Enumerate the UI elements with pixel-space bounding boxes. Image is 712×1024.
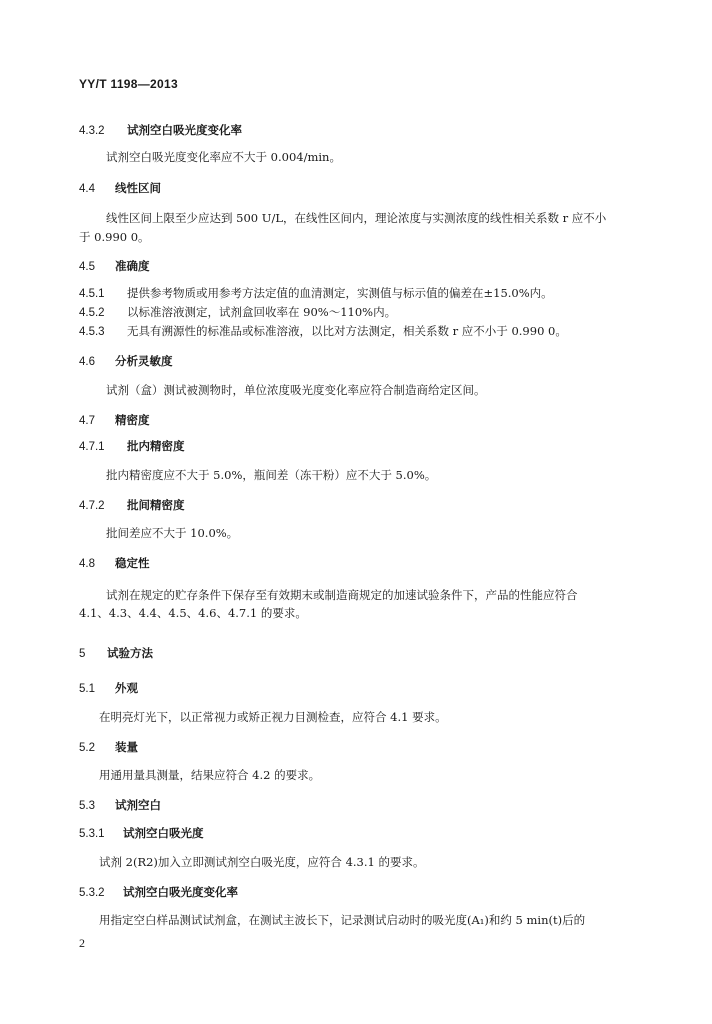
section-heading-4-7-2 bbox=[79, 497, 185, 514]
paragraph-4-4-line-1: 线性区间上限至少应达到 500 U/L，在线性区间内，理论浓度与实测浓度的线性相关系数 r 应不小 bbox=[106, 211, 607, 225]
section-title: 外观 bbox=[115, 681, 138, 695]
section-number: 4.3.2 bbox=[79, 125, 105, 137]
clause-number: 4.5.3 bbox=[79, 326, 105, 338]
section-number: 5.2 bbox=[79, 742, 95, 754]
chapter-number: 5 bbox=[79, 648, 86, 660]
paragraph-4-3-2: 试剂空白吸光度变化率应不大于 0.004/min。 bbox=[106, 150, 341, 164]
clause-number: 4.5.2 bbox=[79, 307, 105, 319]
section-title: 试剂空白 bbox=[115, 798, 161, 812]
standard-code: YY/T 1198—2013 bbox=[79, 77, 178, 91]
section-heading-4-3-2 bbox=[79, 122, 242, 139]
section-heading-5-3-2 bbox=[79, 884, 238, 901]
page-number: 2 bbox=[79, 936, 85, 950]
section-heading-5-3-1 bbox=[79, 825, 204, 842]
section-title: 分析灵敏度 bbox=[115, 354, 173, 368]
paragraph-4-8-line-1: 试剂在规定的贮存条件下保存至有效期末或制造商规定的加速试验条件下，产品的性能应符合 bbox=[106, 588, 578, 602]
paragraph-5-3-1: 试剂 2(R2)加入立即测试剂空白吸光度，应符合 4.3.1 的要求。 bbox=[99, 855, 425, 869]
section-heading-5-2 bbox=[79, 739, 138, 756]
section-title: 稳定性 bbox=[115, 556, 150, 570]
section-heading-4-6 bbox=[79, 353, 173, 370]
section-number: 4.5 bbox=[79, 261, 95, 273]
section-heading-4-8 bbox=[79, 555, 150, 572]
section-heading-5-3 bbox=[79, 797, 161, 814]
section-title: 批内精密度 bbox=[127, 439, 185, 453]
section-number: 4.7.1 bbox=[79, 441, 105, 453]
clause-4-5-1 bbox=[79, 285, 553, 302]
clause-text: 以标准溶液测定，试剂盒回收率在 90%～110%内。 bbox=[127, 305, 397, 319]
section-number: 4.7.2 bbox=[79, 500, 105, 512]
paragraph-4-8-line-2: 4.1、4.3、4.4、4.5、4.6、4.7.1 的要求。 bbox=[79, 606, 307, 620]
section-number: 4.4 bbox=[79, 183, 95, 195]
paragraph-5-1: 在明亮灯光下，以正常视力或矫正视力目测检查，应符合 4.1 要求。 bbox=[99, 710, 447, 724]
paragraph-4-7-1: 批内精密度应不大于 5.0%，瓶间差（冻干粉）应不大于 5.0%。 bbox=[106, 468, 437, 482]
section-title: 线性区间 bbox=[115, 181, 161, 195]
paragraph-5-2: 用通用量具测量，结果应符合 4.2 的要求。 bbox=[99, 768, 321, 782]
section-title: 试剂空白吸光度 bbox=[123, 826, 204, 840]
section-heading-4-7 bbox=[79, 412, 150, 429]
section-heading-5-1 bbox=[79, 680, 138, 697]
section-heading-4-4 bbox=[79, 180, 161, 197]
chapter-title: 试验方法 bbox=[107, 646, 153, 660]
section-number: 4.6 bbox=[79, 356, 95, 368]
section-number: 4.8 bbox=[79, 558, 95, 570]
paragraph-5-3-2: 用指定空白样品测试试剂盒，在测试主波长下，记录测试启动时的吸光度(A₁)和约 5 min(t)后的 bbox=[99, 913, 586, 927]
section-number: 5.3.1 bbox=[79, 828, 105, 840]
section-title: 试剂空白吸光度变化率 bbox=[127, 123, 242, 137]
clause-number: 4.5.1 bbox=[79, 288, 105, 300]
section-title: 装量 bbox=[115, 740, 138, 754]
section-title: 试剂空白吸光度变化率 bbox=[123, 885, 238, 899]
clause-4-5-3 bbox=[79, 323, 567, 340]
clause-4-5-2 bbox=[79, 304, 396, 321]
section-title: 批间精密度 bbox=[127, 498, 185, 512]
paragraph-4-6: 试剂（盒）测试被测物时，单位浓度吸光度变化率应符合制造商给定区间。 bbox=[106, 383, 486, 397]
paragraph-4-7-2: 批间差应不大于 10.0%。 bbox=[106, 526, 239, 540]
section-heading-4-5 bbox=[79, 258, 150, 275]
section-heading-4-7-1 bbox=[79, 438, 185, 455]
clause-text: 提供参考物质或用参考方法定值的血清测定，实测值与标示值的偏差在±15.0%内。 bbox=[127, 286, 553, 300]
section-number: 5.3.2 bbox=[79, 887, 105, 899]
clause-text: 无具有溯源性的标准品或标准溶液，以比对方法测定，相关系数 r 应不小于 0.990 0。 bbox=[127, 324, 567, 338]
section-number: 5.3 bbox=[79, 800, 95, 812]
section-title: 准确度 bbox=[115, 259, 150, 273]
paragraph-4-4-line-2: 于 0.990 0。 bbox=[79, 230, 150, 244]
section-number: 4.7 bbox=[79, 415, 95, 427]
section-number: 5.1 bbox=[79, 683, 95, 695]
section-title: 精密度 bbox=[115, 413, 150, 427]
chapter-heading-5 bbox=[79, 645, 153, 662]
